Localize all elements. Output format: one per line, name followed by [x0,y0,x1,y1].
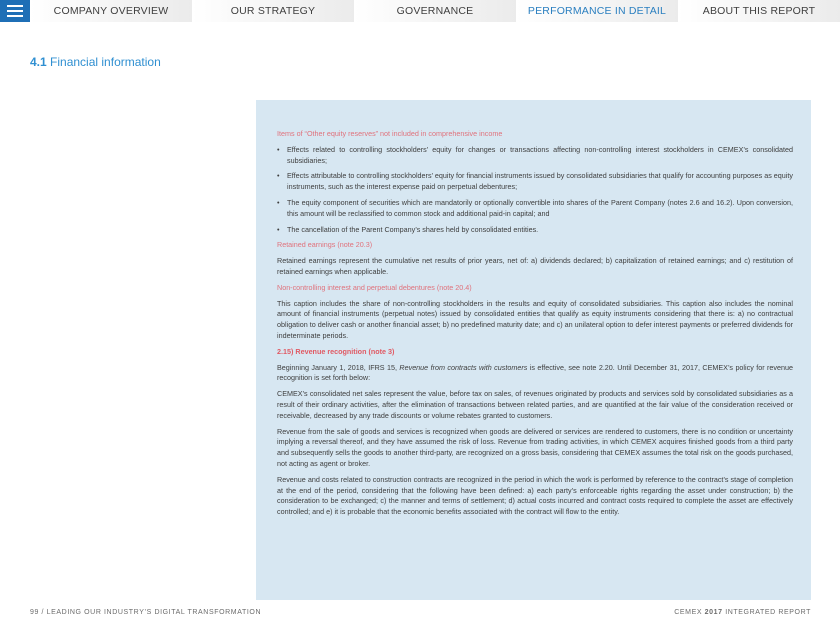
text-span: is effective, see note 2.20. Until December 31, 2017, CEMEX’s policy for revenue recognition is set forth below: [277,362,794,383]
footer-separator: / [41,609,45,616]
subheading-revenue-recognition: 2.15) Revenue recognition (note 3) [277,346,395,356]
top-navigation [0,0,840,22]
bullet-list [277,145,793,236]
subheading-retained-earnings: Retained earnings (note 20.3) [277,240,373,250]
list-item: • Effects attributable to controlling stockholders’ equity for financial instruments issued by consolidated subsidiaries that qualify for accounting purposes as equity instruments, such as the interest expense paid on perpetual debentures; [277,171,793,193]
list-item: • The cancellation of the Parent Company’s shares held by consolidated entities. [277,225,793,236]
page-number: 99 [30,609,39,616]
footer-tagline: LEADING OUR INDUSTRY’S DIGITAL TRANSFORMATION [46,609,262,616]
paragraph-non-controlling-interest: This caption includes the share of non-controlling stockholders in the results and equity of consolidated subsidiaries. This caption also includes the nominal amount of financial instruments (perpetual notes) issued by consolidated entities that qualify as equity instruments considering that there is: a) no contractual obligation to deliver cash or another financial asset; b) no predefined maturity date; and c) an unilateral option to defer interest payments or preferred dividends for indeterminate periods. [277,298,793,340]
tab-our-strategy[interactable]: OUR STRATEGY [192,0,354,22]
section-name: Financial information [50,55,161,69]
italic-standard-title: Revenue from contracts with customers [399,362,528,372]
list-item: • The equity component of securities which are mandatorily or optionally convertible into shares of the Parent Company (notes 2.6 and 16.2). Upon conversion, this amount will be reclassified to common stock and additional paid-in capital; and [277,198,793,220]
subheading-other-equity-reserves: Items of “Other equity reserves” not included in comprehensive income [277,129,503,138]
list-item: • Effects related to controlling stockholders’ equity for changes or transactions affecting non-controlling interest stockholders in CEMEX’s consolidated subsidiaries; [277,145,793,167]
tab-governance[interactable]: GOVERNANCE [354,0,516,22]
paragraph-sale-of-goods: Revenue from the sale of goods and services is recognized when goods are delivered or services are rendered to customers, there is no condition or uncertainty implying a reversal thereof, and they have assumed the risk of loss. Revenue from trading activities, in which CEMEX acquires finished goods from a third party and subsequently sells the goods to another third-party, are recognized on a gross basis, considering that CEMEX assumes the total risk on the goods purchased, not acting as agent or broker. [277,426,793,468]
footer-year: 2017 [704,609,723,616]
tab-about-this-report[interactable]: ABOUT THIS REPORT [678,0,840,22]
footer-left [30,609,261,616]
footer-report-name: INTEGRATED REPORT [725,609,811,616]
paragraph-net-sales: CEMEX’s consolidated net sales represent the value, before tax on sales, of revenues originated by products and services sold by consolidated subsidiaries as a result of their ordinary activities, after the elimination of transactions between related parties, and are quantified at the fair value of the consideration received or receivable, decreased by any trade discounts or volume rebates granted to customers. [277,389,793,420]
footer-company: CEMEX [674,609,703,616]
section-number: 4.1 [30,55,47,69]
paragraph-retained-earnings: Retained earnings represent the cumulative net results of prior years, net of: a) dividends declared; b) capitalization of retained earnings; and c) restitution of retained earnings when applicable. [277,256,793,276]
section-title [30,55,161,69]
paragraph-ifrs15 [277,363,793,385]
hamburger-menu-icon[interactable] [0,0,30,22]
text-span: Beginning January 1, 2018, IFRS 15, [277,362,400,372]
subheading-non-controlling-interest: Non-controlling interest and perpetual debentures (note 20.4) [277,282,472,292]
tab-company-overview[interactable]: COMPANY OVERVIEW [30,0,192,22]
document-body [277,129,793,523]
paragraph-construction-contracts: Revenue and costs related to construction contracts are recognized in the period in which the work is performed by reference to the contract’s stage of completion at the end of the period, considering that the following have been defined: a) each party’s enforceable rights regarding the asset under construction; b) the consideration to be exchanged; c) the manner and terms of settlement; d) actual costs incurred and contract costs required to complete the asset are effectively controlled; and e) it is probable that the economic benefits associated with the contract will flow to the entity. [277,474,793,517]
tab-performance-in-detail[interactable]: PERFORMANCE IN DETAIL [516,0,678,22]
footer-right [674,609,811,616]
